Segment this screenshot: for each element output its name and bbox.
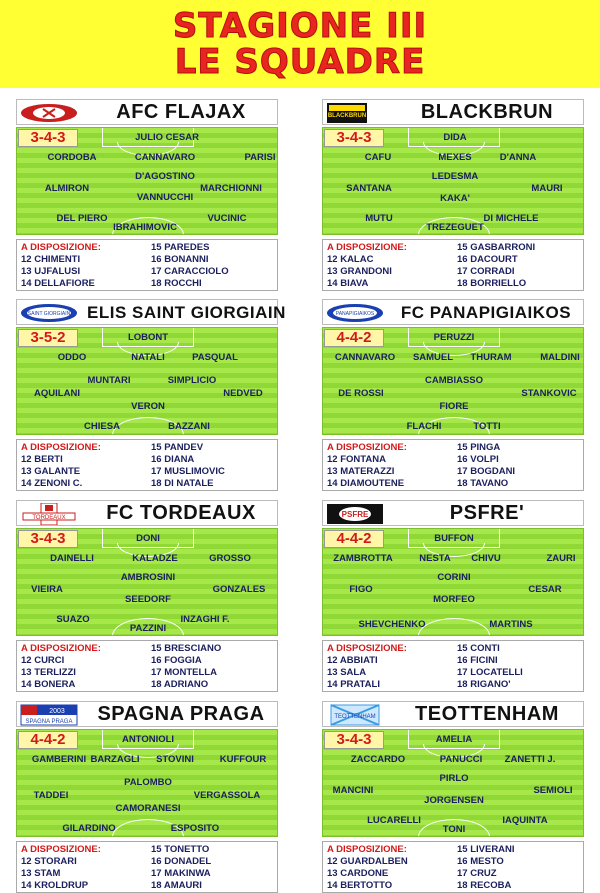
- team-panel: [16, 299, 286, 491]
- player-name: NATALI: [131, 352, 165, 363]
- player-name: FIGO: [349, 584, 373, 595]
- bench-box: [16, 439, 278, 491]
- team-name: FC PANAPIGIAIKOS: [400, 303, 572, 322]
- banner-line-1: STAGIONE III: [172, 6, 428, 46]
- bench-player: 13 CARDONE: [327, 868, 389, 879]
- bench-player: 17 BOGDANI: [457, 466, 516, 477]
- bench-header: A DISPOSIZIONE:: [21, 844, 101, 855]
- player-name: TREZEGUET: [426, 222, 484, 233]
- svg-text:PANAPIGIAIKOS: PANAPIGIAIKOS: [335, 311, 375, 317]
- player-name: GILARDINO: [62, 823, 116, 834]
- bench-player: 12 FONTANA: [327, 454, 386, 465]
- team-panel: [322, 99, 584, 291]
- player-name: MANCINI: [332, 785, 374, 796]
- player-name: CANNAVARO: [334, 352, 396, 363]
- bench-player: 17 CARACCIOLO: [151, 266, 229, 277]
- bench-box: [16, 239, 278, 291]
- bench-player: 18 ROCCHI: [151, 278, 202, 289]
- team-panel: [322, 500, 584, 692]
- svg-text:SPAGNA PRAGA: SPAGNA PRAGA: [25, 719, 73, 725]
- player-name: AQUILANI: [34, 388, 80, 399]
- bench-player: 18 BORRIELLO: [457, 278, 527, 289]
- bench-player: 18 TAVANO: [457, 478, 509, 489]
- player-name: TOTTI: [473, 421, 501, 432]
- player-name: KAKA': [440, 193, 470, 204]
- bench-player: 16 BONANNI: [151, 254, 209, 265]
- bench-player: 18 RECOBA: [457, 880, 512, 891]
- player-name: PIRLO: [439, 773, 469, 784]
- bench-player: 13 GALANTE: [21, 466, 81, 477]
- formation-badge: 4-4-2: [324, 329, 384, 347]
- svg-text:PSFRE: PSFRE: [341, 510, 369, 519]
- player-name: ZAURI: [546, 553, 576, 564]
- player-name: PERUZZI: [433, 332, 475, 343]
- bench-box: [16, 841, 278, 893]
- bench-player: 13 UJFALUSI: [21, 266, 81, 277]
- player-name: SEEDORF: [125, 594, 171, 605]
- bench-player: 15 GASBARRONI: [457, 242, 536, 253]
- bench-player: 12 STORARI: [21, 856, 77, 867]
- bench-player: 17 MONTELLA: [151, 667, 217, 678]
- bench-box: [322, 439, 584, 491]
- player-name: NESTA: [419, 553, 451, 564]
- player-name: MARTINS: [489, 619, 533, 630]
- player-name: MAURI: [531, 183, 563, 194]
- player-name: TADDEI: [33, 790, 69, 801]
- bench-player: 12 BERTI: [21, 454, 63, 465]
- bench-player: 13 GRANDONI: [327, 266, 392, 277]
- player-name: MUNTARI: [87, 375, 131, 386]
- player-name: NEDVED: [223, 388, 263, 399]
- formation-badge: 3-4-3: [324, 731, 384, 749]
- team-name: AFC FLAJAX: [116, 101, 246, 123]
- bench-player: 13 STAM: [21, 868, 61, 879]
- team-name: ELIS SAINT GIORGIAIN: [87, 303, 286, 322]
- player-name: MUTU: [365, 213, 393, 224]
- bench-player: 15 TONETTO: [151, 844, 210, 855]
- player-name: IBRAHIMOVIC: [113, 222, 177, 233]
- player-name: SANTANA: [346, 183, 392, 194]
- bench-player: 14 BONERA: [21, 679, 76, 690]
- bench-header: A DISPOSIZIONE:: [327, 442, 407, 453]
- bench-player: 14 DELLAFIORE: [21, 278, 95, 289]
- player-name: PARISI: [244, 152, 276, 163]
- bench-player: 18 RIGANO': [457, 679, 511, 690]
- player-name: DONI: [136, 533, 160, 544]
- formation-badge: 3-5-2: [18, 329, 78, 347]
- bench-player: 15 PINGA: [457, 442, 501, 453]
- team-logo-icon: [19, 302, 79, 324]
- player-name: LEDESMA: [431, 171, 479, 182]
- bench-player: 17 LOCATELLI: [457, 667, 523, 678]
- bench-player: 15 BRESCIANO: [151, 643, 222, 654]
- bench-player: 16 DACOURT: [457, 254, 518, 265]
- player-name: CORDOBA: [47, 152, 97, 163]
- bench-player: 16 DIANA: [151, 454, 195, 465]
- bench-player: 15 PAREDES: [151, 242, 210, 253]
- team-panel: [322, 701, 584, 893]
- bench-player: 13 SALA: [327, 667, 367, 678]
- bench-player: 12 ABBIATI: [327, 655, 378, 666]
- bench-player: 13 MATERAZZI: [327, 466, 395, 477]
- team-logo-icon: [325, 704, 385, 726]
- player-name: CAMBIASSO: [424, 375, 484, 386]
- player-name: DAINELLI: [50, 553, 94, 564]
- bench-player: 16 MESTO: [457, 856, 504, 867]
- bench-player: 15 LIVERANI: [457, 844, 515, 855]
- player-name: MEXES: [438, 152, 472, 163]
- player-name: DEL PIERO: [56, 213, 108, 224]
- bench-player: 14 PRATALI: [327, 679, 380, 690]
- player-name: BAZZANI: [168, 421, 210, 432]
- team-name-box: [16, 299, 286, 325]
- pitch-halfarc: [418, 618, 490, 636]
- player-name: LUCARELLI: [367, 815, 421, 826]
- player-name: VUCINIC: [207, 213, 247, 224]
- team-name: FC TORDEAUX: [106, 502, 256, 524]
- bench-player: 14 KROLDRUP: [21, 880, 89, 891]
- team-logo-icon: [19, 704, 79, 726]
- formation-badge: 3-4-3: [324, 129, 384, 147]
- formation-badge: 4-4-2: [324, 530, 384, 548]
- player-name: DE ROSSI: [338, 388, 384, 399]
- team-name-box: [322, 500, 584, 526]
- bench-player: 16 FICINI: [457, 655, 498, 666]
- player-name: SIMPLICIO: [167, 375, 217, 386]
- player-name: MORFEO: [433, 594, 475, 605]
- player-name: SAMUEL: [412, 352, 454, 363]
- player-name: LOBONT: [127, 332, 169, 343]
- bench-box: [322, 841, 584, 893]
- bench-player: 16 FOGGIA: [151, 655, 202, 666]
- bench-header: A DISPOSIZIONE:: [21, 643, 101, 654]
- bench-box: [322, 640, 584, 692]
- team-name-box: [16, 99, 278, 125]
- player-name: D'AGOSTINO: [135, 171, 195, 182]
- team-name: BLACKBRUN: [420, 101, 554, 123]
- player-name: CORINI: [437, 572, 471, 583]
- team-logo-icon: [325, 102, 385, 124]
- player-name: KUFFOUR: [219, 754, 267, 765]
- bench-player: 18 DI NATALE: [151, 478, 214, 489]
- player-name: ZAMBROTTA: [333, 553, 393, 564]
- player-name: BUFFON: [434, 533, 474, 544]
- bench-player: 16 DONADEL: [151, 856, 212, 867]
- player-name: AMBROSINI: [120, 572, 176, 583]
- player-name: VERON: [131, 401, 165, 412]
- player-name: CAMORANESI: [115, 803, 181, 814]
- bench-box: [322, 239, 584, 291]
- bench-player: 14 BERTOTTO: [327, 880, 393, 891]
- team-name: PSFRE': [449, 502, 525, 524]
- team-logo-icon: [19, 503, 79, 525]
- team-panel: [16, 500, 278, 692]
- bench-header: A DISPOSIZIONE:: [21, 442, 101, 453]
- player-name: JULIO CESAR: [135, 132, 199, 143]
- player-name: THURAM: [470, 352, 512, 363]
- bench-player: 13 TERLIZZI: [21, 667, 76, 678]
- bench-player: 17 MAKINWA: [151, 868, 211, 879]
- player-name: CESAR: [528, 584, 562, 595]
- bench-header: A DISPOSIZIONE:: [21, 242, 101, 253]
- player-name: FLACHI: [406, 421, 442, 432]
- bench-box: [16, 640, 278, 692]
- player-name: ESPOSITO: [170, 823, 220, 834]
- player-name: ODDO: [57, 352, 87, 363]
- player-name: JORGENSEN: [424, 795, 484, 806]
- formation-badge: 3-4-3: [18, 129, 78, 147]
- team-name-box: [16, 701, 278, 727]
- bench-player: 16 VOLPI: [457, 454, 499, 465]
- player-name: MALDINI: [540, 352, 580, 363]
- team-name-box: [322, 299, 584, 325]
- bench-header: A DISPOSIZIONE:: [327, 242, 407, 253]
- team-panel: [16, 701, 278, 893]
- player-name: AMELIA: [435, 734, 473, 745]
- player-name: CHIVU: [471, 553, 501, 564]
- svg-text:2003: 2003: [49, 708, 65, 715]
- svg-text:TEOTTENHAM: TEOTTENHAM: [334, 714, 376, 720]
- bench-player: 15 PANDEV: [151, 442, 204, 453]
- svg-text:SAINT GIORGIAIN: SAINT GIORGIAIN: [27, 311, 71, 317]
- formation-badge: 3-4-3: [18, 530, 78, 548]
- player-name: SUAZO: [56, 614, 90, 625]
- team-name-box: [16, 500, 278, 526]
- player-name: DI MICHELE: [483, 213, 539, 224]
- bench-player: 17 MUSLIMOVIC: [151, 466, 225, 477]
- player-name: PALOMBO: [124, 777, 172, 788]
- bench-player: 17 CRUZ: [457, 868, 497, 879]
- team-logo-icon: [325, 302, 385, 324]
- bench-header: A DISPOSIZIONE:: [327, 844, 407, 855]
- player-name: GAMBERINI: [31, 754, 87, 765]
- player-name: KALADZE: [132, 553, 178, 564]
- bench-player: 12 CURCI: [21, 655, 65, 666]
- bench-player: 18 ADRIANO: [151, 679, 209, 690]
- team-logo-icon: [19, 102, 79, 124]
- player-name: STANKOVIC: [521, 388, 577, 399]
- player-name: BARZAGLI: [90, 754, 140, 765]
- player-name: D'ANNA: [499, 152, 537, 163]
- player-name: INZAGHI F.: [180, 614, 230, 625]
- player-name: ANTONIOLI: [121, 734, 175, 745]
- player-name: DIDA: [443, 132, 467, 143]
- player-name: STOVINI: [156, 754, 194, 765]
- player-name: CANNAVARO: [134, 152, 196, 163]
- bench-player: 18 AMAURI: [151, 880, 202, 891]
- formation-badge: 4-4-2: [18, 731, 78, 749]
- player-name: VERGASSOLA: [193, 790, 261, 801]
- bench-player: 14 DIAMOUTENE: [327, 478, 405, 489]
- bench-player: 17 CORRADI: [457, 266, 515, 277]
- bench-player: 12 KALAC: [327, 254, 374, 265]
- player-name: VANNUCCHI: [136, 192, 194, 203]
- bench-player: 12 GUARDALBEN: [327, 856, 408, 867]
- svg-text:BLACKBRUN: BLACKBRUN: [327, 113, 367, 119]
- team-name: SPAGNA PRAGA: [97, 703, 265, 725]
- bench-player: 12 CHIMENTI: [21, 254, 81, 265]
- player-name: ALMIRON: [44, 183, 90, 194]
- title-banner: [0, 0, 600, 88]
- banner-line-2: LE SQUADRE: [174, 42, 426, 82]
- bench-player: 14 BIAVA: [327, 278, 369, 289]
- player-name: MARCHIONNI: [200, 183, 262, 194]
- player-name: ZANETTI J.: [504, 754, 556, 765]
- svg-text:TORDEAUX: TORDEAUX: [32, 515, 66, 521]
- player-name: FIORE: [439, 401, 469, 412]
- team-name-box: [322, 701, 584, 727]
- player-name: GROSSO: [209, 553, 251, 564]
- player-name: IAQUINTA: [502, 815, 548, 826]
- player-name: GONZALES: [212, 584, 266, 595]
- player-name: ZACCARDO: [350, 754, 406, 765]
- player-name: VIEIRA: [31, 584, 63, 595]
- team-panel: [16, 99, 278, 291]
- team-panel: [322, 299, 584, 491]
- player-name: SEMIOLI: [533, 785, 573, 796]
- player-name: PASQUAL: [192, 352, 238, 363]
- player-name: PANUCCI: [439, 754, 483, 765]
- bench-header: A DISPOSIZIONE:: [327, 643, 407, 654]
- bench-player: 14 ZENONI C.: [21, 478, 83, 489]
- team-logo-icon: [325, 503, 385, 525]
- player-name: TONI: [442, 824, 466, 835]
- player-name: CHIESA: [84, 421, 120, 432]
- player-name: CAFU: [364, 152, 392, 163]
- team-name-box: [322, 99, 584, 125]
- bench-player: 15 CONTI: [457, 643, 500, 654]
- player-name: SHEVCHENKO: [358, 619, 426, 630]
- player-name: PAZZINI: [129, 623, 167, 634]
- team-name: TEOTTENHAM: [415, 703, 559, 725]
